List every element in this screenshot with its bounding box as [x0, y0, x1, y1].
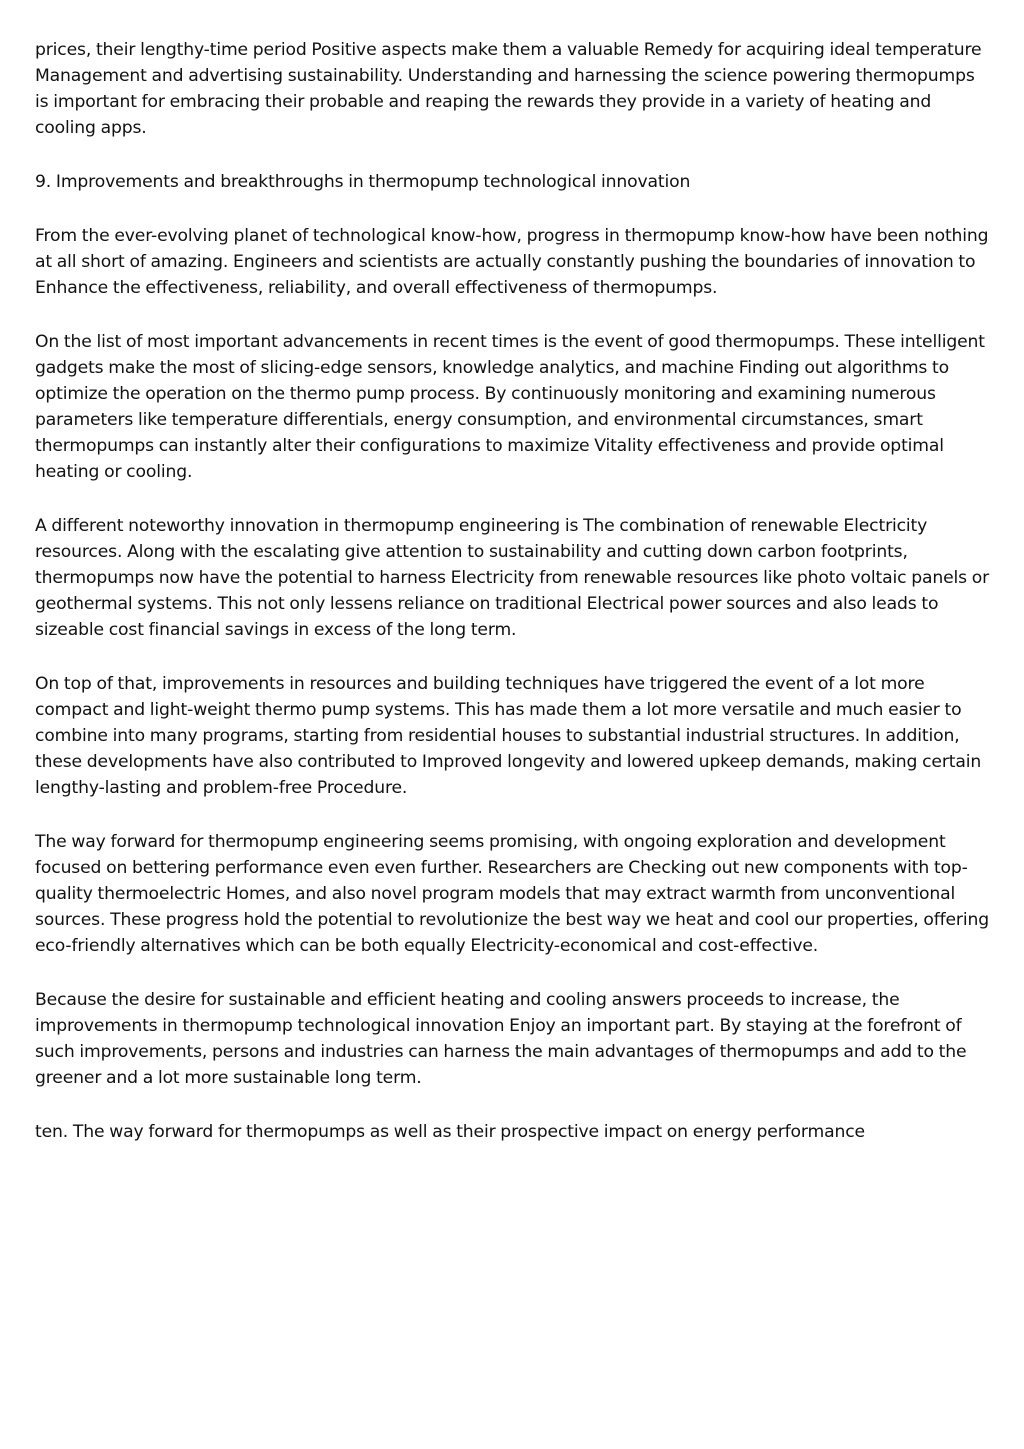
- document-page: [35, 37, 990, 1173]
- section-heading-10: ten. The way forward for thermopumps as well as their prospective impact on energy performance: [35, 1122, 865, 1142]
- paragraph-smart-thermopumps: On the list of most important advancements in recent times is the event of good thermopumps. These intelligent gadgets make the most of slicing-edge sensors, knowledge analytics, and machine Finding out algorithms to optimize the operation on the thermo pump process. By continuously monitoring and examining numerous parameters like temperature differentials, energy consumption, and environmental circumstances, smart thermopumps can instantly alter their configurations to maximize Vitality effectiveness and provide optimal heating or cooling.: [35, 332, 985, 482]
- section-heading-9: 9. Improvements and breakthroughs in thermopump technological innovation: [35, 172, 691, 192]
- paragraph-renewable-integration: A different noteworthy innovation in thermopump engineering is The combination of renewable Electricity resources. Along with the escalating give attention to sustainability and cutting down carbon footprints, thermopumps now have the potential to harness Electricity from renewable resources like photo voltaic panels or geothermal systems. This not only lessens reliance on traditional Electrical power sources and also leads to sizeable cost financial savings in excess of the long term.: [35, 516, 990, 640]
- paragraph-progress: From the ever-evolving planet of technological know-how, progress in thermopump know-how have been nothing at all short of amazing. Engineers and scientists are actually constantly pushing the boundaries of innovation to Enhance the effectiveness, reliability, and overall effectiveness of thermopumps.: [35, 226, 989, 298]
- paragraph-future-outlook: The way forward for thermopump engineering seems promising, with ongoing exploration and development focused on bettering performance even even further. Researchers are Checking out new components with top-quality thermoelectric Homes, and also novel program models that may extract warmth from unconventional sources. These progress hold the potential to revolutionize the best way we heat and cool our properties, offering eco-friendly alternatives which can be both equally Electricity-economical and cost-effective.: [35, 832, 989, 956]
- paragraph-compact-systems: On top of that, improvements in resources and building techniques have triggered the event of a lot more compact and light-weight thermo pump systems. This has made them a lot more versatile and much easier to combine into many programs, starting from residential houses to substantial industrial structures. In addition, these developments have also contributed to Improved longevity and lowered upkeep demands, making certain lengthy-lasting and problem-free Procedure.: [35, 674, 982, 798]
- paragraph-sustainable-demand: Because the desire for sustainable and efficient heating and cooling answers proceeds to increase, the improvements in thermopump technological innovation Enjoy an important part. By staying at the forefront of such improvements, persons and industries can harness the main advantages of thermopumps and add to the greener and a lot more sustainable long term.: [35, 990, 967, 1088]
- paragraph-intro-continuation: prices, their lengthy-time period Positive aspects make them a valuable Remedy for acquiring ideal temperature Management and advertising sustainability. Understanding and harnessing the science powering thermopumps is important for embracing their probable and reaping the rewards they provide in a variety of heating and cooling apps.: [35, 40, 982, 138]
